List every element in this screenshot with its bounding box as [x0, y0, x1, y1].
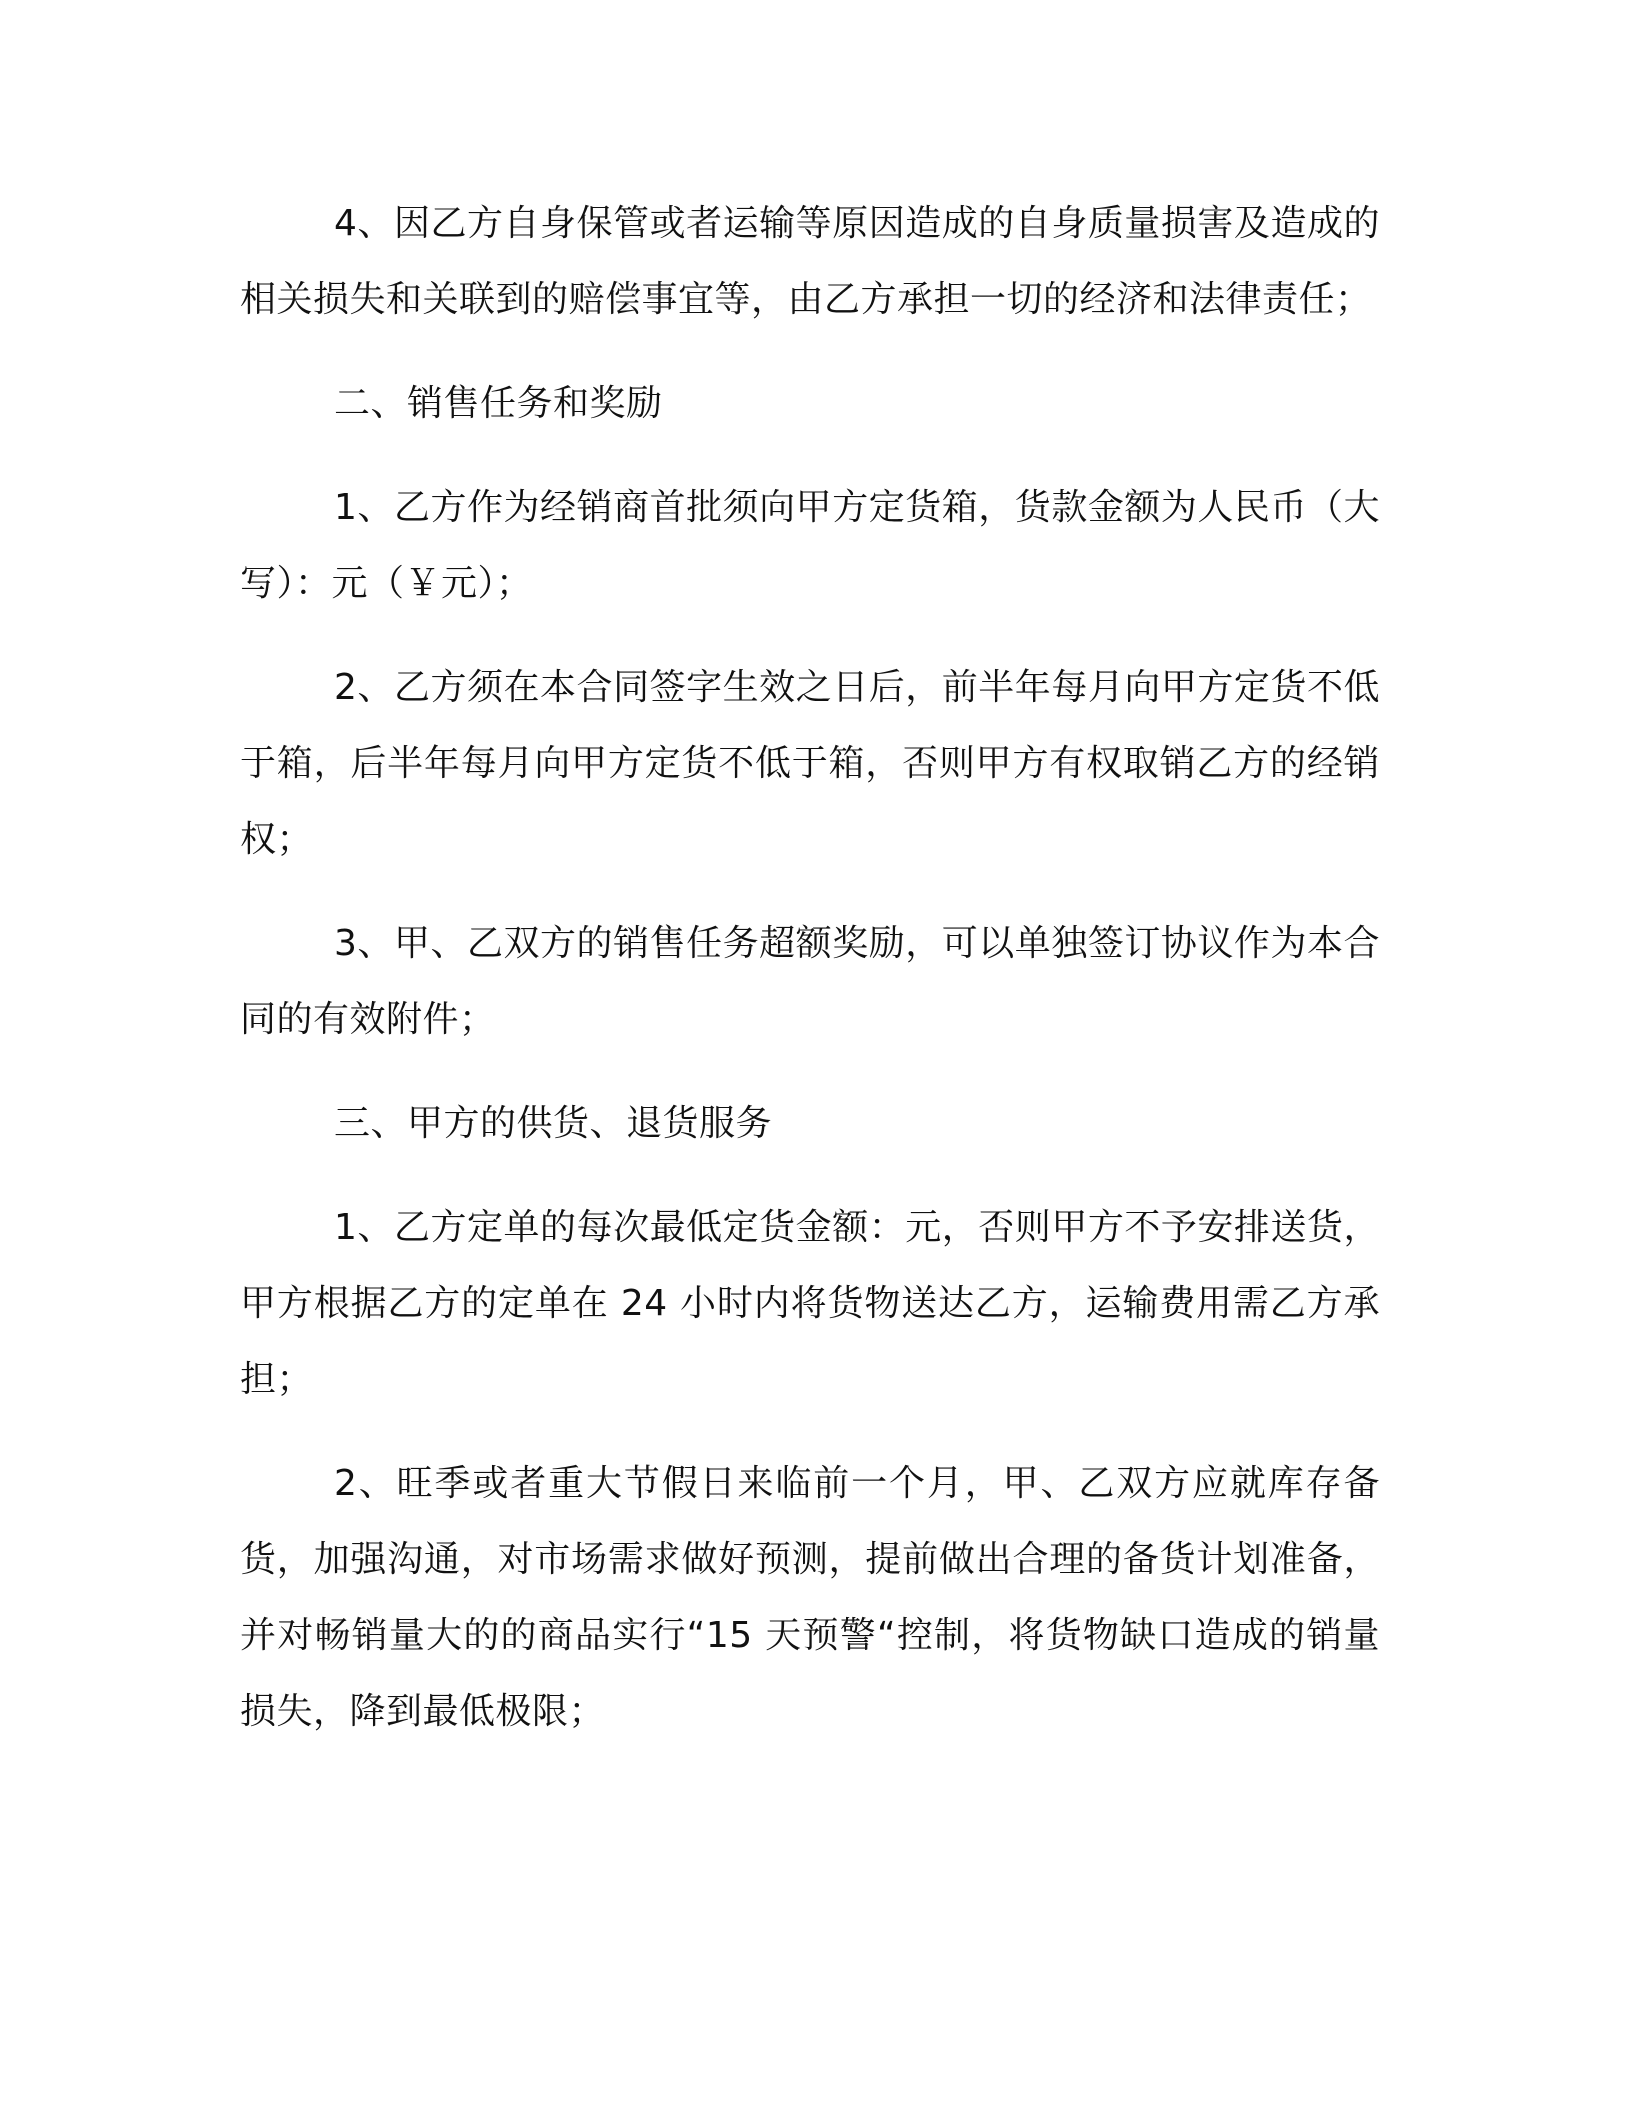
section-heading: 二、销售任务和奖励: [334, 383, 663, 424]
clause-paragraph: 1、乙方作为经销商首批须向甲方定货箱，货款金额为人民币（大写）：元（￥元）；: [240, 487, 1380, 604]
clause-paragraph: 4、因乙方自身保管或者运输等原因造成的自身质量损害及造成的相关损失和关联到的赔偿事宜等，由乙方承担一切的经济和法律责任；: [240, 203, 1380, 320]
section-heading: 三、甲方的供货、退货服务: [334, 1103, 773, 1144]
clause-paragraph: 1、乙方定单的每次最低定货金额：元，否则甲方不予安排送货，甲方根据乙方的定单在 24 小时内将货物送达乙方，运输费用需乙方承担；: [240, 1207, 1380, 1400]
document-body: [240, 186, 1380, 1778]
clause-paragraph: 3、甲、乙双方的销售任务超额奖励，可以单独签订协议作为本合同的有效附件；: [240, 923, 1380, 1040]
clause-paragraph: 2、乙方须在本合同签字生效之日后，前半年每月向甲方定货不低于箱，后半年每月向甲方定货不低于箱，否则甲方有权取销乙方的经销权；: [240, 667, 1380, 860]
clause-paragraph: 2、旺季或者重大节假日来临前一个月，甲、乙双方应就库存备货，加强沟通，对市场需求做好预测，提前做出合理的备货计划准备，并对畅销量大的的商品实行“15 天预警“控制，将货物缺口造成的销量损失，降到最低极限；: [240, 1463, 1380, 1732]
